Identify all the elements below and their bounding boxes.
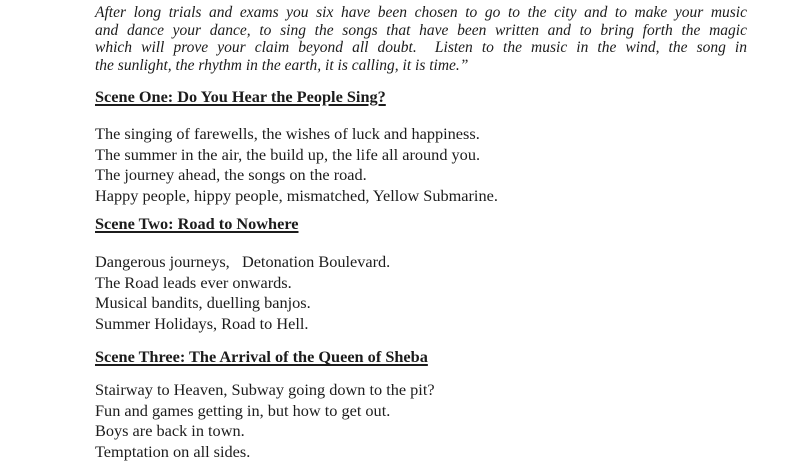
lyric-line: Summer Holidays, Road to Hell.: [95, 313, 309, 333]
scene-one-section: [95, 87, 747, 206]
lyric-line: The journey ahead, the songs on the road.: [95, 165, 367, 185]
scene-one-heading: Scene One: Do You Hear the People Sing?: [95, 87, 386, 107]
scene-three-stanza: [95, 380, 747, 462]
scene-one-stanza: [95, 124, 747, 206]
quote-line: and dance your dance, to sing the songs that have been written and to bring forth the magic: [95, 21, 747, 39]
lyric-line: Happy people, hippy people, mismatched, Yellow Submarine.: [95, 185, 498, 205]
document-content: [95, 0, 747, 462]
lyric-line: Fun and games getting in, but how to get out.: [95, 400, 391, 420]
scene-two-stanza: [95, 252, 747, 334]
lyric-line: The singing of farewells, the wishes of luck and happiness.: [95, 124, 480, 144]
lyric-line: The Road leads ever onwards.: [95, 272, 292, 292]
quote-line: After long trials and exams you six have been chosen to go to the city and to make your music: [95, 4, 747, 21]
quote-line: the sunlight, the rhythm in the earth, it is calling, it is time.”: [95, 56, 469, 74]
scene-three-heading: Scene Three: The Arrival of the Queen of Sheba: [95, 347, 428, 367]
lyric-line: Musical bandits, duelling banjos.: [95, 293, 311, 313]
lyric-line: Stairway to Heaven, Subway going down to the pit?: [95, 380, 435, 400]
scene-two-heading: Scene Two: Road to Nowhere: [95, 214, 299, 234]
lyric-line: The summer in the air, the build up, the life all around you.: [95, 144, 481, 164]
lyric-line: Boys are back in town.: [95, 421, 245, 441]
scene-two-section: [95, 214, 747, 334]
scene-three-section: [95, 347, 747, 462]
lyric-line: Dangerous journeys, Detonation Boulevard.: [95, 252, 391, 272]
quote-line: which will prove your claim beyond all doubt. Listen to the music in the wind, the song in: [95, 39, 747, 57]
intro-quote: [95, 0, 747, 74]
lyric-line: Temptation on all sides.: [95, 441, 251, 461]
